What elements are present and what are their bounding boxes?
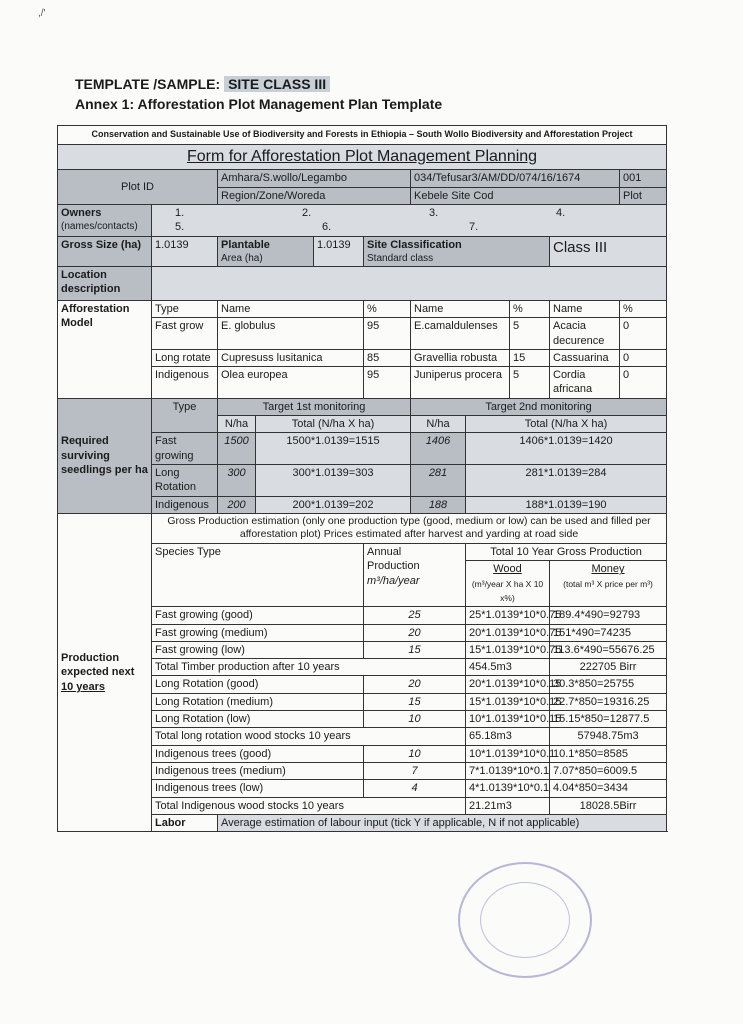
official-seal-icon — [458, 862, 592, 978]
af-header-name-3: Name — [550, 300, 620, 317]
production-row: Long Rotation (low) 10 10*1.0139*10*0.15 15.15*850=12877.5 — [58, 711, 667, 728]
labor-text: Average estimation of labour input (tick Y if applicable, N if not applicable) — [218, 814, 667, 831]
plan-form-table — [57, 125, 667, 832]
region-label: Region/Zone/Woreda — [218, 187, 411, 204]
production-label: Production expected next 10 years — [58, 513, 152, 831]
seed-type-header: Type — [152, 398, 218, 433]
production-row: Indigenous trees (medium) 7 7*1.0139*10*0.1 7.07*850=6009.5 — [58, 762, 667, 779]
site-classification-label: Site Classification Standard class — [364, 236, 550, 266]
gross-size-label: Gross Size (ha) — [58, 236, 152, 266]
seed-row: Fast growing 1500 1500*1.0139=1515 1406 1406*1.0139=1420 — [58, 433, 667, 465]
production-total-row: Total long rotation wood stocks 10 years 65.18m3 57948.75m3 — [58, 728, 667, 745]
site-class-highlight: SITE CLASS III — [224, 76, 330, 92]
production-row: Indigenous trees (low) 4 4*1.0139*10*0.1 4.04*850=3434 — [58, 780, 667, 797]
plot-value: 001 — [620, 170, 667, 187]
kebele-label: Kebele Site Cod — [411, 187, 620, 204]
owners-label: Owners (names/contacts) — [58, 205, 152, 237]
seed-target2-header: Target 2nd monitoring — [411, 398, 667, 415]
labor-label: Labor — [152, 814, 218, 831]
seed-row: Indigenous 200 200*1.0139=202 188 188*1.0139=190 — [58, 496, 667, 513]
seed-row: Long Rotation 300 300*1.0139=303 281 281*1.0139=284 — [58, 464, 667, 496]
af-row: Indigenous Olea europea 95 Juniperus procera 5 Cordia africana 0 — [58, 367, 667, 399]
location-label: Location description — [58, 266, 152, 300]
af-row: Fast grow E. globulus 95 E.camaldulenses 5 Acacia decurence 0 — [58, 318, 667, 350]
form-title: Form for Afforestation Plot Management Planning — [58, 144, 667, 170]
production-row: Fast growing (medium) 20 20*1.0139*10*0.75 151*490=74235 — [58, 624, 667, 641]
production-total-row: Total Timber production after 10 years 454.5m3 222705 Birr — [58, 659, 667, 676]
seed-nha-1: N/ha — [218, 416, 256, 433]
af-header-type: Type — [152, 300, 218, 317]
money-header: Money (total m³ X price per m³) — [550, 561, 667, 607]
region-value: Amhara/S.wollo/Legambo — [218, 170, 411, 187]
owners-row-2: 5. 6. 7. — [175, 221, 479, 234]
seed-total-1: Total (N/ha X ha) — [256, 416, 411, 433]
wood-header: Wood (m³/year X ha X 10 x%) — [466, 561, 550, 607]
site-classification-value: Class III — [550, 236, 667, 266]
production-row: Long Rotation (medium) 15 15*1.0139*10*0.15 22.7*850=19316.25 — [58, 693, 667, 710]
seal-inner-ring — [480, 882, 570, 958]
seed-nha-2: N/ha — [411, 416, 466, 433]
plot-label: Plot — [620, 187, 667, 204]
production-row: Fast growing (good) 25 25*1.0139*10*0.75 189.4*490=92793 — [58, 607, 667, 624]
plantable-label: Plantable Area (ha) — [218, 236, 314, 266]
owners-row-1: 1. 2. 3. 4. — [175, 207, 566, 220]
annex-title: Annex 1: Afforestation Plot Management Plan Template — [75, 96, 443, 112]
af-header-name-2: Name — [411, 300, 510, 317]
production-intro: Gross Production estimation (only one production type (good, medium or low) can be used and filled per afforestation plot) Prices estimated after harvest and yarding at road side — [152, 513, 667, 543]
production-row: Indigenous trees (good) 10 10*1.0139*10*0.1 10.1*850=8585 — [58, 745, 667, 762]
af-header-pct-3: % — [620, 300, 667, 317]
production-row: Fast growing (low) 15 15*1.0139*10*0.75 113.6*490=55676.25 — [58, 641, 667, 658]
af-row: Long rotate Cupresuss lusitanica 85 Gravellia robusta 15 Cassuarina 0 — [58, 349, 667, 366]
template-header: TEMPLATE /SAMPLE: SITE CLASS III — [75, 76, 330, 92]
gross-size-value: 1.0139 — [152, 236, 218, 266]
plantable-value: 1.0139 — [314, 236, 364, 266]
seed-total-2: Total (N/ha X ha) — [466, 416, 667, 433]
project-title: Conservation and Sustainable Use of Biodiversity and Forests in Ethiopia – South Wollo Biodiversity and Afforestation Project — [58, 126, 667, 145]
seed-target1-header: Target 1st monitoring — [218, 398, 411, 415]
af-header-name-1: Name — [218, 300, 364, 317]
species-type-header: Species Type — [152, 544, 364, 607]
corner-mark: ,/' — [38, 8, 46, 19]
afforestation-model-label: Afforestation Model — [58, 300, 152, 398]
total-10-year-header: Total 10 Year Gross Production — [466, 544, 667, 561]
plot-id-label: Plot ID — [58, 170, 218, 205]
production-total-row: Total Indigenous wood stocks 10 years 21.21m3 18028.5Birr — [58, 797, 667, 814]
location-value — [152, 266, 667, 300]
af-header-pct-2: % — [510, 300, 550, 317]
af-header-pct-1: % — [364, 300, 411, 317]
owners-values — [152, 205, 667, 237]
production-row: Long Rotation (good) 20 20*1.0139*10*0.15 30.3*850=25755 — [58, 676, 667, 693]
annual-production-header: Annual Production m³/ha/year — [364, 544, 466, 607]
kebele-value: 034/Tefusar3/AM/DD/074/16/1674 — [411, 170, 620, 187]
seedlings-label: Required surviving seedlings per ha — [58, 398, 152, 513]
